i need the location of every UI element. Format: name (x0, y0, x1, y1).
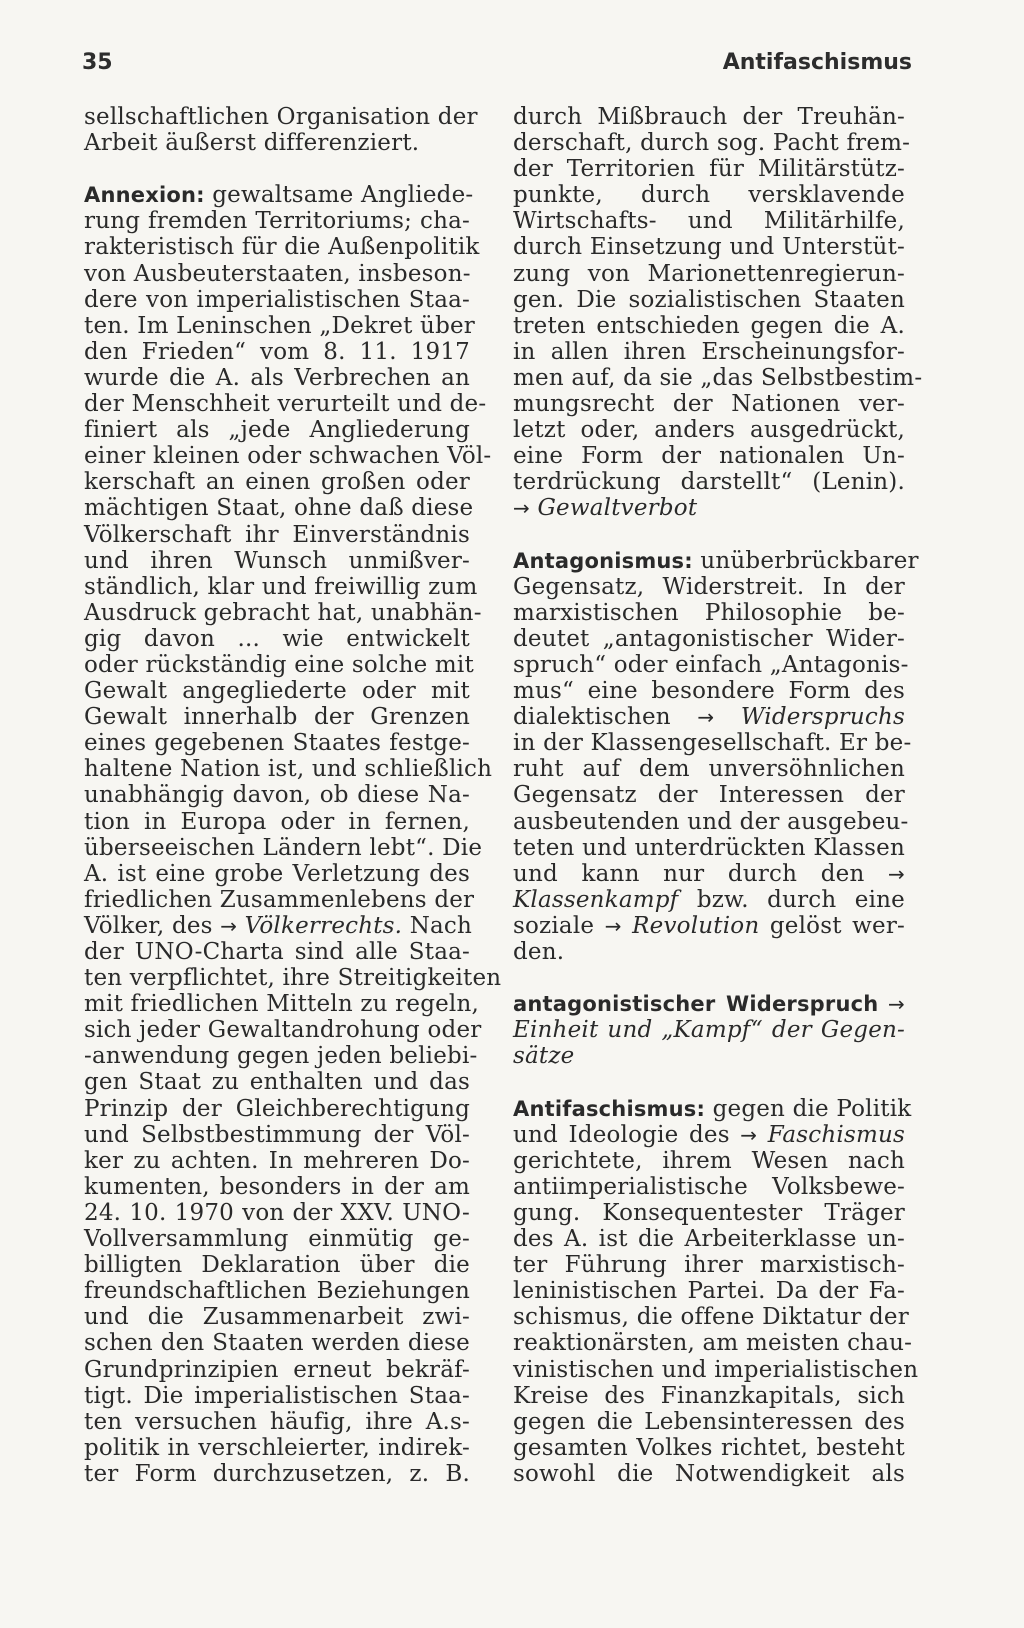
text-line: kumenten, besonders in der am (84, 1173, 470, 1200)
headword-antagonistischer-widerspruch: antagonistischer Widerspruch (513, 992, 879, 1017)
text-line: derschaft, durch sog. Pacht frem- (513, 130, 911, 157)
page-number: 35 (82, 50, 113, 75)
headword-antifaschismus: Antifaschismus: (513, 1096, 706, 1121)
text-line: gerichtete, ihrem Wesen nach (513, 1147, 905, 1174)
headword-antagonismus: Antagonismus: (513, 548, 693, 573)
cross-reference-term[interactable]: Revolution (621, 912, 760, 939)
text-line: antiimperialistische Volksbewe- (513, 1173, 905, 1200)
text-line: gen. Die sozialistischen Staaten (513, 286, 905, 313)
text-line: unabhängig davon, ob diese Na- (84, 782, 470, 809)
text-line: kerschaft an einen großen oder (84, 469, 470, 496)
text-line: finiert als „jede Angliederung (84, 417, 470, 444)
text-line: ruht auf dem unversöhnlichen (513, 756, 905, 783)
text-line: Gewalt angegliederte oder mit (84, 678, 470, 705)
text-line: Völkerschaft ihr Einverständnis (84, 521, 470, 548)
text-line: Ausdruck gebracht hat, unabhän- (84, 599, 482, 626)
text-line: ten versuchen häufig, ihre A.s- (84, 1408, 470, 1435)
entry-annexion-body (84, 208, 493, 913)
text-line: den. (513, 939, 565, 965)
text-line: Wirtschafts- und Militärhilfe, (513, 208, 905, 235)
arrow-icon: → (878, 992, 905, 1017)
text-line: -anwendung gegen jeden beliebi- (84, 1043, 478, 1070)
text-line: 24. 10. 1970 von der XXV. UNO- (84, 1199, 470, 1226)
entry-antifaschismus-body (513, 1147, 919, 1487)
text-line: letzt oder, anders ausgedrückt, (513, 417, 905, 444)
running-title: Antifaschismus (722, 50, 912, 75)
text-line: den Frieden“ vom 8. 11. 1917 (84, 338, 470, 365)
text-line: der Territorien für Militärstütz- (513, 156, 905, 183)
text-line: und die Zusammenarbeit zwi- (84, 1304, 470, 1331)
text-line: in der Klassengesellschaft. Er be- (513, 730, 912, 757)
text-line: sich jeder Gewaltandrohung oder (84, 1017, 482, 1044)
text-line: und ihren Wunsch unmißver- (84, 547, 470, 574)
text-line: friedlichen Zusammenlebens der (84, 886, 475, 913)
text-line: treten entschieden gegen die A. (513, 312, 905, 339)
text-line: spruch“ oder einfach „Antagonis- (513, 651, 909, 678)
text-line: rung fremden Territoriums; cha- (84, 208, 470, 235)
text-line: der UNO-Charta sind alle Staa- (84, 939, 470, 965)
text-line: Gegensatz der Interessen der (513, 782, 905, 809)
text-line: ker zu achten. In mehreren Do- (84, 1147, 470, 1174)
text-line: leninistischen Partei. Da der Fa- (513, 1278, 905, 1305)
cross-reference-line: dialektischen → Widerspruchs (513, 704, 905, 731)
text-line: durch Mißbrauch der Treuhän- (513, 104, 905, 130)
headword-annexion: Annexion: (84, 183, 205, 208)
text-line: deutet „antagonistischer Wider- (513, 625, 905, 652)
text-line: in allen ihren Erscheinungsfor- (513, 338, 905, 365)
text-line: freundschaftlichen Beziehungen (84, 1278, 470, 1305)
arrow-icon: → (220, 913, 238, 938)
cross-reference-term[interactable]: Einheit und „Kampf“ der Gegen- (513, 1017, 905, 1044)
text-line: ausbeutenden und der ausgebeu- (513, 808, 909, 835)
text-line: der Menschheit verurteilt und de- (84, 391, 487, 418)
cross-reference-term[interactable]: Faschismus (757, 1121, 905, 1148)
cross-reference-term[interactable]: Gewaltverbot (529, 495, 698, 522)
text-line: rakteristisch für die Außenpolitik (84, 234, 480, 261)
text-line: eines gegebenen Staates festge- (84, 730, 470, 757)
text-line: durch Einsetzung und Unterstüt- (513, 234, 905, 261)
text-line: schismus, die offene Diktatur der (513, 1304, 909, 1331)
text-line: eine Form der nationalen Un- (513, 443, 905, 470)
entry-antifaschismus-first-line: Antifaschismus: gegen die Politik (513, 1095, 912, 1122)
text-line: men auf, da sie „das Selbstbestim- (513, 364, 923, 391)
entry-antagonismus-body-continued (513, 730, 912, 861)
text-line: haltene Nation ist, und schließlich (84, 756, 493, 783)
cross-reference-line: Völker, des → Völkerrechts. Nach (84, 912, 473, 939)
text-line: Gegensatz, Widerstreit. In der (513, 573, 905, 600)
arrow-icon: → (697, 705, 715, 730)
text-line: punkte, durch versklavende (513, 182, 905, 209)
text-line: mächtigen Staat, ohne daß diese (84, 495, 474, 522)
text-line: mit friedlichen Mitteln zu regeln, (84, 991, 480, 1018)
text-line: ten verpflichtet, ihre Streitigkeiten (84, 965, 502, 992)
entry-antagonismus-first-line: Antagonismus: unüberbrückbarer (513, 547, 919, 574)
cross-reference-term[interactable]: Völkerrechts. (237, 912, 403, 939)
text-line: mus“ eine besondere Form des (513, 678, 905, 705)
text-line: tigt. Die imperialistischen Staa- (84, 1382, 470, 1409)
text-line: gen Staat zu enthalten und das (84, 1069, 470, 1096)
text-line: Grundprinzipien erneut bekräf- (84, 1356, 470, 1383)
text-line: gegen die Lebensinteressen des (513, 1408, 905, 1435)
entry-antagonismus-body (513, 573, 909, 705)
text-line: einer kleinen oder schwachen Völ- (84, 443, 492, 470)
entry-annexion-first-line: Annexion: gewaltsame Angliede- (84, 182, 474, 209)
text-line: oder rückständig eine solche mit (84, 651, 474, 678)
text-line: und Selbstbestimmung der Völ- (84, 1121, 470, 1148)
cross-reference-line (513, 495, 905, 521)
text-line: marxistischen Philosophie be- (513, 599, 905, 626)
text-line: zung von Marionettenregierun- (513, 260, 905, 287)
text-line: gung. Konsequentester Träger (513, 1199, 905, 1226)
text-line: teten und unterdrückten Klassen (513, 834, 905, 861)
text-line: überseeischen Ländern lebt“. Die (84, 834, 483, 861)
arrow-icon: → (740, 1122, 758, 1147)
left-column (84, 104, 502, 1487)
text-line: A. ist eine grobe Verletzung des (84, 860, 470, 887)
text-line: gesamten Volkes richtet, besteht (513, 1434, 905, 1461)
arrow-icon: → (888, 861, 905, 886)
cross-reference-term[interactable]: sätze (513, 1043, 575, 1070)
cross-reference-term[interactable]: Klassenkampf (513, 886, 679, 913)
text-line: schen den Staaten werden diese (84, 1330, 470, 1357)
text-line: tion in Europa oder in fernen, (84, 808, 470, 835)
cross-reference-line: Klassenkampf bzw. durch eine (513, 886, 905, 913)
page-header (82, 50, 912, 75)
text-line: sellschaftlichen Organisation der (84, 104, 478, 130)
text-line: terdrückung darstellt“ (Lenin). (513, 469, 905, 496)
text-line: vinistischen und imperialistischen (513, 1356, 919, 1383)
text-line: mungsrecht der Nationen ver- (513, 391, 905, 418)
text-line: Vollversammlung einmütig ge- (84, 1226, 470, 1253)
entry-annexion-continuation (513, 104, 923, 496)
text-line: billigten Deklaration über die (84, 1252, 470, 1279)
text-line: ten. Im Leninschen „Dekret über (84, 312, 476, 339)
arrow-icon: → (604, 913, 622, 938)
text-line: wurde die A. als Verbrechen an (84, 364, 470, 391)
text-line: Prinzip der Gleichberechtigung (84, 1095, 470, 1122)
text-line: reaktionärsten, am meisten chau- (513, 1330, 913, 1357)
cross-reference-line: soziale → Revolution gelöst wer- (513, 912, 906, 939)
text-line: ter Führung ihrer marxistisch- (513, 1252, 905, 1279)
text-line: gig davon ... wie entwickelt (84, 625, 470, 652)
text-line: von Ausbeuterstaaten, insbeson- (84, 260, 471, 287)
text-line: sowohl die Notwendigkeit als (513, 1460, 905, 1487)
text-line: Kreise des Finanzkapitals, sich (513, 1382, 905, 1409)
entry-annexion-body-continued (84, 939, 502, 1487)
text-line: ständlich, klar und freiwillig zum (84, 573, 478, 600)
entry-antagonistischer-first-line (513, 991, 905, 1017)
text-line: des A. ist die Arbeiterklasse un- (513, 1226, 905, 1253)
text-line: Gewalt innerhalb der Grenzen (84, 704, 470, 731)
arrow-icon: → (513, 496, 530, 521)
cross-reference-line: und kann nur durch den → (513, 860, 905, 887)
cross-reference-term[interactable]: Widerspruchs (714, 704, 905, 731)
text-line: ter Form durchzusetzen, z. B. (84, 1460, 470, 1487)
cross-reference-line: und Ideologie des → Faschismus (513, 1121, 905, 1148)
text-line: politik in verschleierter, indirek- (84, 1434, 470, 1461)
text-line: dere von imperialistischen Staa- (84, 286, 470, 313)
right-column (513, 104, 923, 1487)
text-line: Arbeit äußerst differenziert. (84, 130, 420, 157)
